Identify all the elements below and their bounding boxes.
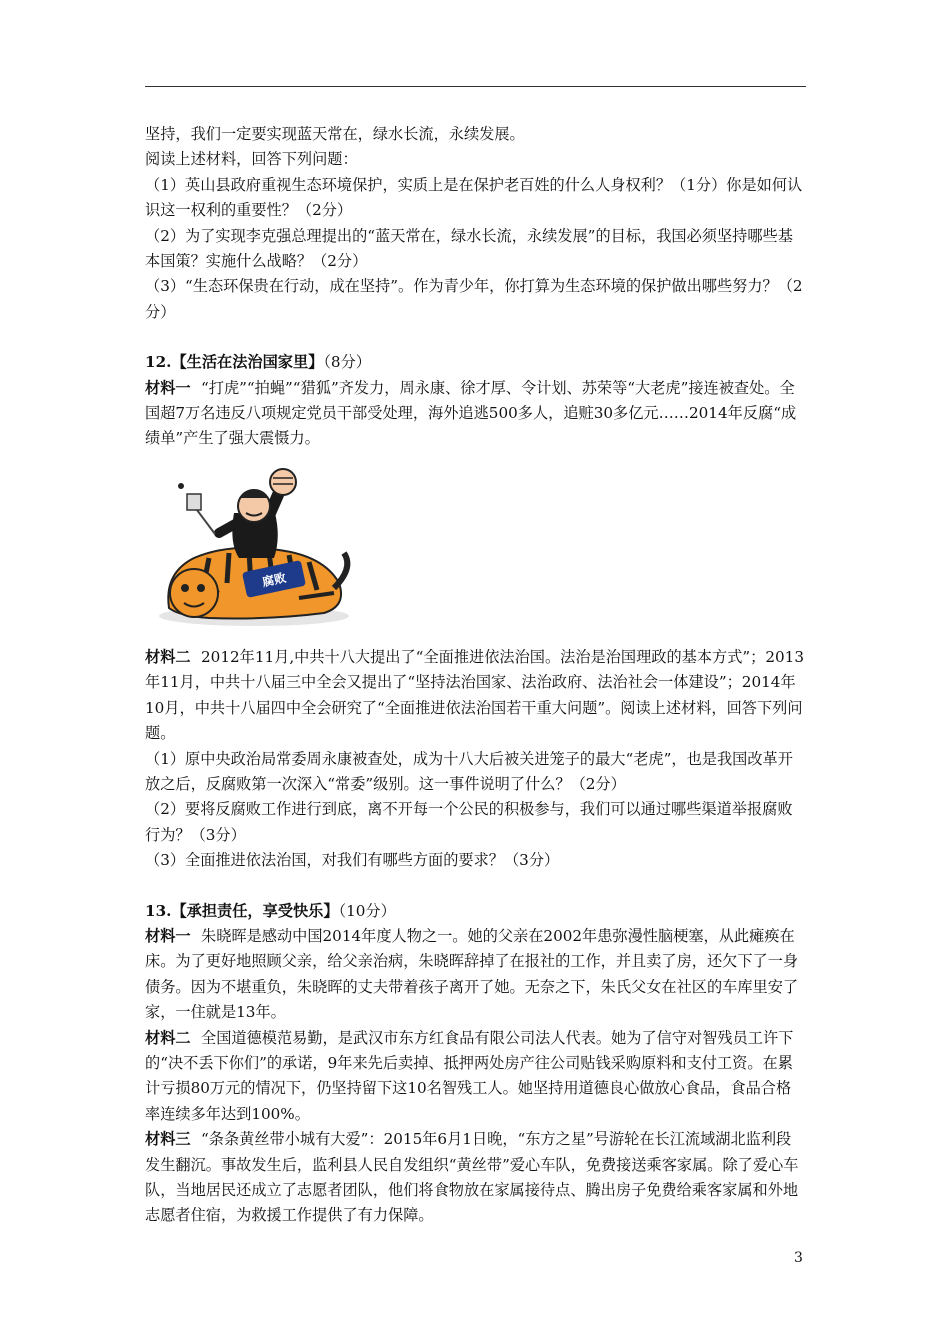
- q11-sub2: （2）为了实现李克强总理提出的“蓝天常在，绿水长流，永续发展”的目标，我国必须坚持哪些基本国策？实施什么战略？（2分）: [145, 226, 793, 271]
- q13-m3-text: “条条黄丝带小城有大爱”：2015年6月1日晚，“东方之星”号游轮在长江流域湖北监利段发生翻沉。事故发生后，监利县人民自发组织“黄丝带”爱心车队，免费接送乘客家属。除了爱心车队，当地居民还成立了志愿者团队，他们将食物放在家属接待点、腾出房子免费给乘客家属和外地志愿者住宿，为救援工作提供了有力保障。: [145, 1130, 799, 1225]
- q12-sub1: （1）原中央政治局常委周永康被查处，成为十八大后被关进笼子的最大“老虎”，也是我国改革开放之后，反腐败第一次深入“常委”级别。这一事件说明了什么？（2分）: [145, 749, 793, 793]
- q12-material2: [145, 645, 806, 747]
- anti-corruption-cartoon-icon: [149, 458, 359, 633]
- q12-m1-text: “打虎”“拍蝇”“猎狐”齐发力，周永康、徐才厚、令计划、苏荣等“大老虎”接连被查处。全国超7万名违反八项规定党员干部受处理，海外追逃500多人，追赃30多亿元……2014年反腐“成绩单”产生了强大震慑力。: [145, 378, 797, 448]
- header-rule: [145, 86, 806, 87]
- q13-m1-text: 朱晓晖是感动中国2014年度人物之一。她的父亲在2002年患弥漫性脑梗塞，从此瘫痪在床。为了更好地照顾父亲，给父亲治病，朱晓晖辞掉了在报社的工作，并且卖了房，还欠下了一身债务。因为不堪重负，朱晓晖的丈夫带着孩子离开了她。无奈之下，朱氏父女在社区的车库里安了家，一住就是13年。: [145, 926, 799, 1022]
- q12-sub3: （3）全面推进依法治国，对我们有哪些方面的要求？（3分）: [145, 851, 560, 870]
- q12-title: 【生活在法治国家里】: [171, 353, 324, 372]
- q13-material1: [145, 924, 806, 1026]
- q12-m1-label: 材料一: [145, 378, 191, 397]
- q12-m2-label: 材料二: [145, 647, 191, 666]
- q12-number: 12.: [145, 353, 172, 372]
- q13-heading: [145, 899, 806, 924]
- q12-m2-text: 2012年11月,中共十八大提出了“全面推进依法治国。法治是治国理政的基本方式”；2013年11月，中共十八届三中全会又提出了“坚持法治国家、法治政府、法治社会一体建设”；2014年10月，中共十八届四中全会研究了“全面推进依法治国若干重大问题”。阅读上述材料，回答下列问题。: [145, 647, 804, 743]
- q13-score: （10分）: [338, 901, 396, 920]
- q11-intro: 阅读上述材料，回答下列问题：: [145, 150, 358, 169]
- q13-material3: [145, 1127, 806, 1229]
- q12-material1: [145, 376, 806, 452]
- q11-sub3: （3）“生态环保贵在行动，成在坚持”。作为青少年，你打算为生态环境的保护做出哪些努力？（2分）: [145, 277, 803, 321]
- q11-sub1: （1）英山县政府重视生态环境保护，实质上是在保护老百姓的什么人身权利？（1分）你是如何认识这一权利的重要性？（2分）: [145, 175, 803, 220]
- q13-number: 13.: [145, 901, 172, 920]
- q13-m2-label: 材料二: [145, 1028, 191, 1047]
- q12-score: （8分）: [323, 353, 371, 372]
- q13-title: 【承担责任，享受快乐】: [171, 901, 339, 920]
- q12-heading: [145, 350, 806, 375]
- q11-line1: 坚持，我们一定要实现蓝天常在，绿水长流，永续发展。: [145, 125, 525, 143]
- page-number: 3: [794, 1250, 803, 1266]
- svg-text:腐败: 腐败: [261, 570, 288, 590]
- q12-sub2: （2）要将反腐败工作进行到底，离不开每一个公民的积极参与，我们可以通过哪些渠道举报腐败行为？（3分）: [145, 800, 793, 844]
- page-content: [145, 122, 806, 1229]
- q13-material2: [145, 1026, 806, 1128]
- q13-m3-label: 材料三: [145, 1130, 191, 1149]
- q13-m1-label: 材料一: [145, 926, 191, 945]
- q13-m2-text: 全国道德模范易勤，是武汉市东方红食品有限公司法人代表。她为了信守对智残员工许下的“决不丢下你们”的承诺，9年来先后卖掉、抵押两处房产往公司贴钱采购原料和支付工资。在累计亏损80万元的情况下，仍坚持留下这10名智残工人。她坚持用道德良心做放心食品，食品合格率连续多年达到100%。: [145, 1028, 794, 1123]
